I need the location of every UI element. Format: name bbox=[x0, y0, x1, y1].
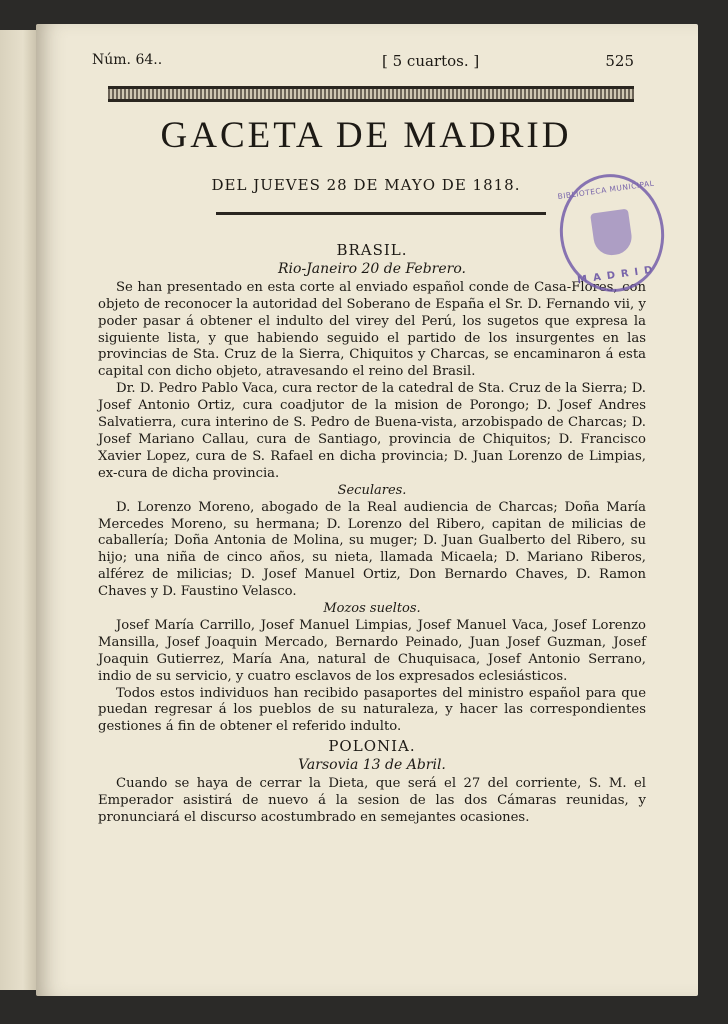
section-heading-brasil: BRASIL. bbox=[336, 241, 408, 259]
issue-number: Núm. 64.. bbox=[92, 52, 163, 68]
subheading-seculares: Seculares. bbox=[337, 482, 407, 498]
date-rule bbox=[216, 212, 546, 215]
page-number: 525 bbox=[605, 52, 634, 70]
page-header bbox=[86, 52, 646, 76]
coat-of-arms-icon bbox=[590, 209, 634, 258]
paragraph: D. Lorenzo Moreno, abogado de la Real audiencia de Charcas; Doña María Mercedes Moreno, su hermana; D. Lorenzo del Ribero, capitan de milicias de caballería; Doña Antonia de Molina, su muger; D. Juan Gualberto del Ribero, su hijo; una niña de cinco años, su nieta, llamada Micaela; D. Mariano Riberos, alférez de milicias; D. Josef Manuel Ortiz, Don Bernardo Chaves, D. Ramon Chaves y D. Faustino Velasco. bbox=[98, 499, 646, 600]
stamp-top-text: BIBLIOTECA MUNICIPAL bbox=[557, 178, 655, 202]
section-heading-polonia: POLONIA. bbox=[328, 737, 416, 756]
paragraph: Todos estos individuos han recibido pasaportes del ministro español para que puedan regresar á los pueblos de su naturaleza, y hacer las correspondientes gestiones á fin de obtener el referido indulto. bbox=[98, 685, 646, 735]
dateline-polonia: Varsovia 13 de Abril. bbox=[298, 757, 446, 774]
newspaper-page bbox=[36, 24, 698, 996]
article-body bbox=[98, 240, 646, 827]
paragraph: Se han presentado en esta corte al enviado español conde de Casa-Flores, con objeto de reconocer la autoridad del Soberano de España el Sr. D. Fernando vii, y poder pasar á obtener el indulto del virey del Perú, los sugetos que expresa la siguiente lista, y que habiendo seguido el partido de los insurgentes en las provincias de Sta. Cruz de la Sierra, Chiquitos y Charcas, se encaminaron á esta capital con dicho objeto, atravesando el reino del Brasil. bbox=[98, 279, 646, 380]
dateline-brasil: Rio-Janeiro 20 de Febrero. bbox=[278, 260, 466, 277]
issue-price: [ 5 cuartos. ] bbox=[382, 52, 480, 70]
issue-date: DEL JUEVES 28 DE MAYO DE 1818. bbox=[211, 176, 521, 194]
masthead-title: GACETA DE MADRID bbox=[160, 115, 572, 156]
facing-page-edge bbox=[0, 30, 39, 990]
subheading-mozos-sueltos: Mozos sueltos. bbox=[323, 601, 421, 617]
paragraph: Josef María Carrillo, Josef Manuel Limpias, Josef Manuel Vaca, Josef Lorenzo Mansilla, Josef Joaquin Mercado, Bernardo Peinado, Juan Josef Guzman, Josef Joaquin Gutierrez, María Ana, natural de Chuquisaca, Josef Antonio Serrano, indio de su servicio, y cuatro esclavos de los expresados eclesiásticos. bbox=[98, 617, 646, 684]
paragraph: Cuando se haya de cerrar la Dieta, que será el 27 del corriente, S. M. el Emperador asistirá de nuevo á la sesion de las dos Cámaras reunidas, y pronunciará el discurso acostumbrado en semejantes ocasiones. bbox=[98, 776, 646, 825]
stamp-bottom-text: MADRID bbox=[576, 263, 660, 287]
header-double-rule bbox=[108, 86, 634, 102]
paragraph: Dr. D. Pedro Pablo Vaca, cura rector de la catedral de Sta. Cruz de la Sierra; D. Josef Antonio Ortiz, cura coadjutor de la mision de Porongo; D. Josef Andres Salvatierra, cura interino de S. Pedro de Buena-vista, arzobispado de Charcas; D. Josef Mariano Callau, cura de Santiago, provincia de Chiquitos; D. Francisco Xavier Lopez, cura de S. Rafael en dicha provincia; D. Juan Lorenzo de Limpias, ex-cura de dicha provincia. bbox=[98, 381, 646, 481]
